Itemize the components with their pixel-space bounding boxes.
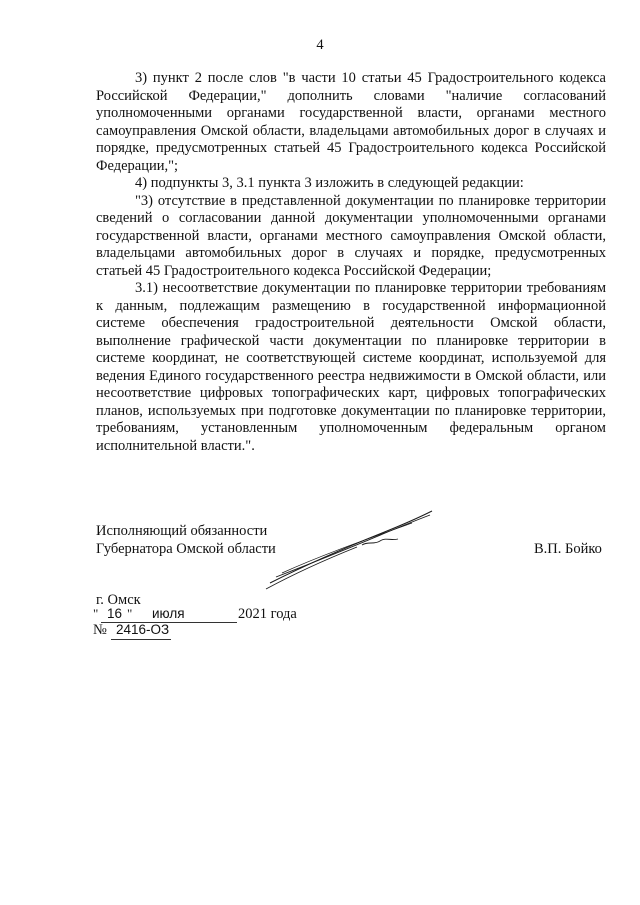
paragraph-item-3: 3) пункт 2 после слов "в части 10 статьи 45 Градостроительного кодекса Российской Федерации," дополнить словами "наличие согласований уполномоченными органами государственной власти, органами местного самоуправления Омской области, владельцами автомобильных дорог в случаях и порядке, предусмотренных статьей 45 Градостроительного кодекса Российской Федерации,"; xyxy=(96,70,606,174)
paragraph-subitem-3: "3) отсутствие в представленной документации по планировке территории сведений о согласовании данной документации уполномоченными органами государственной власти, органами местного самоуправления Омской области, владельцами автомобильных дорог в случаях и порядке, предусмотренных статьей 45 Градостроительного кодекса Российской Федерации; xyxy=(96,192,606,279)
number-underline xyxy=(111,639,171,640)
handwritten-signature xyxy=(262,505,442,595)
signatory-position-line2: Губернатора Омской области xyxy=(96,541,276,557)
paragraph-item-4: 4) подпункты 3, 3.1 пункта 3 изложить в следующей редакции: xyxy=(135,175,524,191)
page-number: 4 xyxy=(316,37,324,53)
date-year: 2021 года xyxy=(238,606,297,622)
signatory-position-line1: Исполняющий обязанности xyxy=(96,523,268,539)
date-open-quote: " xyxy=(93,606,99,621)
paragraph-subitem-3-1: 3.1) несоответствие документации по планировке территории требованиям к данным, подлежащим размещению в государственной информационной системе обеспечения градостроительной деятельности Омской области, выполнение графической части документации по планировке территории в системе координат, не соответствующей системе координат, используемой для ведения Единого государственного реестра недвижимости в Омской области, или несоответствие цифровых топографических карт, цифровых топографических планов, используемых при подготовке документации по планировке территории, требованиям, установленным уполномоченным федеральным органом исполнительной власти.". xyxy=(96,280,606,454)
date-month: июля xyxy=(152,606,185,621)
date-day: 16 xyxy=(107,606,123,621)
signatory-position xyxy=(96,522,276,558)
date-close-quote: " xyxy=(127,606,133,621)
document-body xyxy=(96,70,606,455)
place-of-signing: г. Омск xyxy=(96,592,141,608)
number-sign: № xyxy=(93,622,107,638)
document-number-value: 2416-ОЗ xyxy=(116,622,170,637)
document-number xyxy=(93,622,193,644)
signatory-name: В.П. Бойко xyxy=(534,541,602,557)
